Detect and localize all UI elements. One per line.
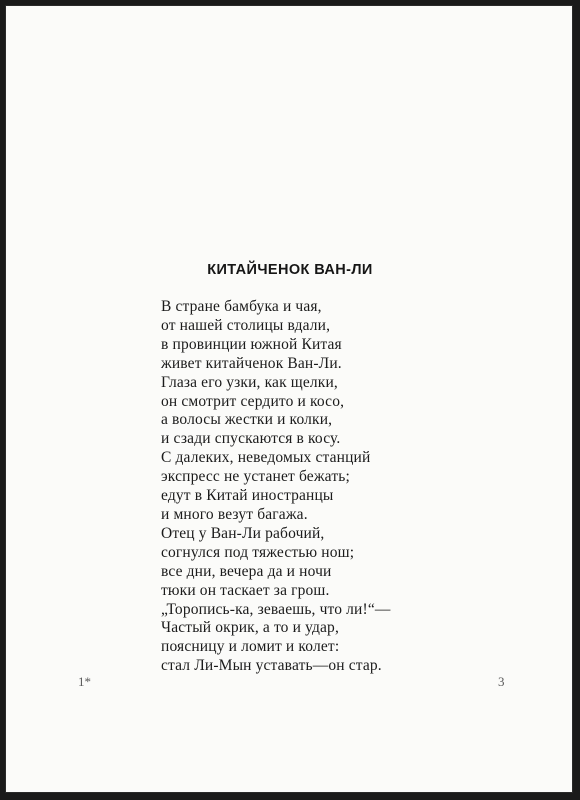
poem-line: стал Ли-Мын уставать—он стар. <box>161 657 382 675</box>
poem-line: живет китайченок Ван-Ли. <box>161 354 342 372</box>
poem-line: экспресс не устанет бежать; <box>161 468 350 486</box>
poem-line: все дни, вечера да и ночи <box>161 562 332 580</box>
poem-title: КИТАЙЧЕНОК ВАН-ЛИ <box>207 262 373 278</box>
book-page <box>5 5 573 793</box>
poem-line: поясницу и ломит и колет: <box>161 638 340 656</box>
poem-line: едут в Китай иностранцы <box>161 487 334 505</box>
poem-line: в провинции южной Китая <box>161 335 342 353</box>
poem-line: Глаза его узки, как щелки, <box>161 373 338 391</box>
poem-line: С далеких, неведомых станций <box>161 449 371 467</box>
poem-line: и сзади спускаются в косу. <box>161 430 341 448</box>
signature-mark: 1* <box>78 674 91 689</box>
poem-line: и много везут багажа. <box>161 505 308 523</box>
poem-line: В стране бамбука и чая, <box>161 298 322 315</box>
poem-line: а волосы жестки и колки, <box>161 411 333 429</box>
poem-line: он смотрит сердито и косо, <box>161 392 345 410</box>
poem-line: „Торопись-ка, зеваешь, что ли!“— <box>161 600 391 618</box>
poem-line: согнулся под тяжестью нош; <box>161 543 355 561</box>
poem-line: от нашей столицы вдали, <box>161 316 331 334</box>
poem-line: Частый окрик, а то и удар, <box>161 619 339 637</box>
poem-body <box>161 298 391 676</box>
page-number: 3 <box>498 674 505 689</box>
poem-line: Отец у Ван-Ли рабочий, <box>161 524 325 542</box>
poem-line: тюки он таскает за грош. <box>161 581 330 599</box>
